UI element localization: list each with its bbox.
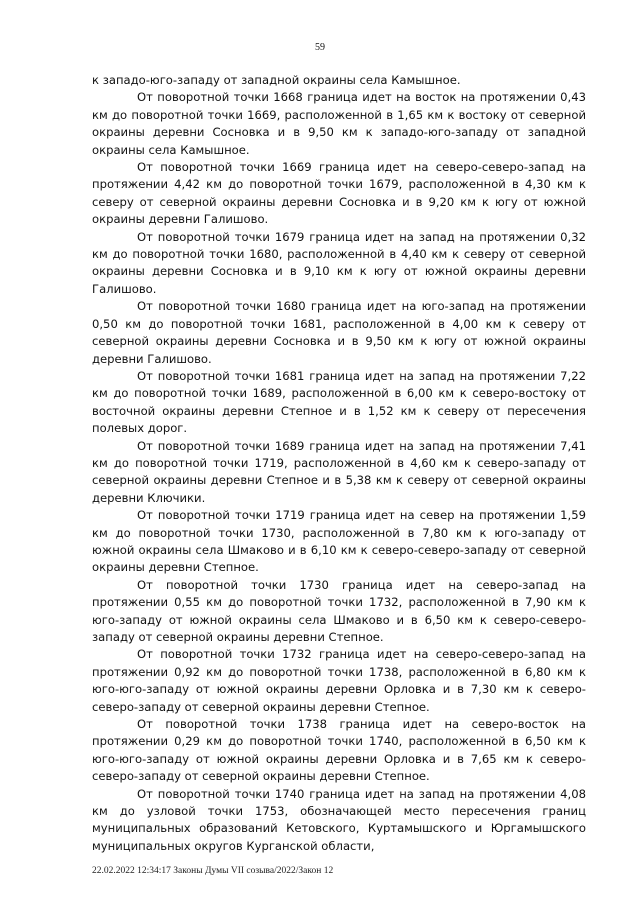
paragraph: От поворотной точки 1680 граница идет на юго-запад на протяжении 0,50 км до поворотной точки 1681, расположенной в 4,00 км к северу от северной окраины деревни Сосновка и в 9,50 км к югу от южной окраины деревни Галишово.: [92, 299, 586, 366]
paragraph: От поворотной точки 1732 граница идет на северо-северо-запад на протяжении 0,92 км до поворотной точки 1738, расположенной в 6,80 км к юго-юго-западу от южной окраины деревни Орловка и в 7,30 км к северо-северо-западу от северной окраины деревни Степное.: [92, 647, 586, 714]
paragraph: От поворотной точки 1719 граница идет на север на протяжении 1,59 км до поворотной точки 1730, расположенной в 7,80 км к юго-западу от южной окраины села Шмаково и в 6,10 км к северо-северо-западу от северной окраины деревни Степное.: [92, 508, 586, 575]
paragraph: От поворотной точки 1679 граница идет на запад на протяжении 0,32 км до поворотной точки 1680, расположенной в 4,40 км к северу от северной окраины деревни Сосновка и в 9,10 км к югу от южной окраины деревни Галишово.: [92, 229, 586, 296]
page-number: 59: [315, 42, 325, 53]
document-footer: 22.02.2022 12:34:17 Законы Думы VII созыва/2022/Закон 12: [92, 866, 334, 876]
paragraph: От поворотной точки 1730 граница идет на северо-запад на протяжении 0,55 км до поворотной точки 1732, расположенной в 7,90 км к юго-западу от южной окраины села Шмаково и в 6,50 км к северо-северо-западу от северной окраины деревни Степное.: [92, 577, 586, 644]
paragraph: От поворотной точки 1738 граница идет на северо-восток на протяжении 0,29 км до поворотной точки 1740, расположенной в 6,50 км к юго-юго-западу от южной окраины деревни Орловка и в 7,65 км к северо-северо-западу от северной окраины деревни Степное.: [92, 717, 586, 784]
paragraph: От поворотной точки 1681 граница идет на запад на протяжении 7,22 км до поворотной точки 1689, расположенной в 6,00 км к северо-востоку от восточной окраины деревни Степное и в 1,52 км к северу от пересечения полевых дорог.: [92, 368, 586, 436]
paragraph: От поворотной точки 1668 граница идет на восток на протяжении 0,43 км до поворотной точки 1669, расположенной в 1,65 км к востоку от северной окраины деревни Сосновка и в 9,50 км к западо-юго-западу от западной окраины села Камышное.: [92, 90, 586, 157]
paragraph: От поворотной точки 1689 граница идет на запад на протяжении 7,41 км до поворотной точки 1719, расположенной в 4,60 км к северо-западу от северной окраины деревни Степное и в 5,38 км к северу от северной окраины деревни Ключики.: [92, 438, 586, 505]
paragraph: к западо-юго-западу от западной окраины села Камышное.: [92, 73, 461, 87]
document-body: [92, 72, 586, 855]
paragraph: От поворотной точки 1740 граница идет на запад на протяжении 4,08 км до узловой точки 1753, обозначающей место пересечения границ муниципальных образований Кетовского, Куртамышского и Юргамышского муниципальных округов Курганской области,: [92, 786, 586, 853]
paragraph: От поворотной точки 1669 граница идет на северо-северо-запад на протяжении 4,42 км до поворотной точки 1679, расположенной в 4,30 км к северу от северной окраины деревни Сосновка и в 9,20 км к югу от южной окраины деревни Галишово.: [92, 160, 586, 227]
